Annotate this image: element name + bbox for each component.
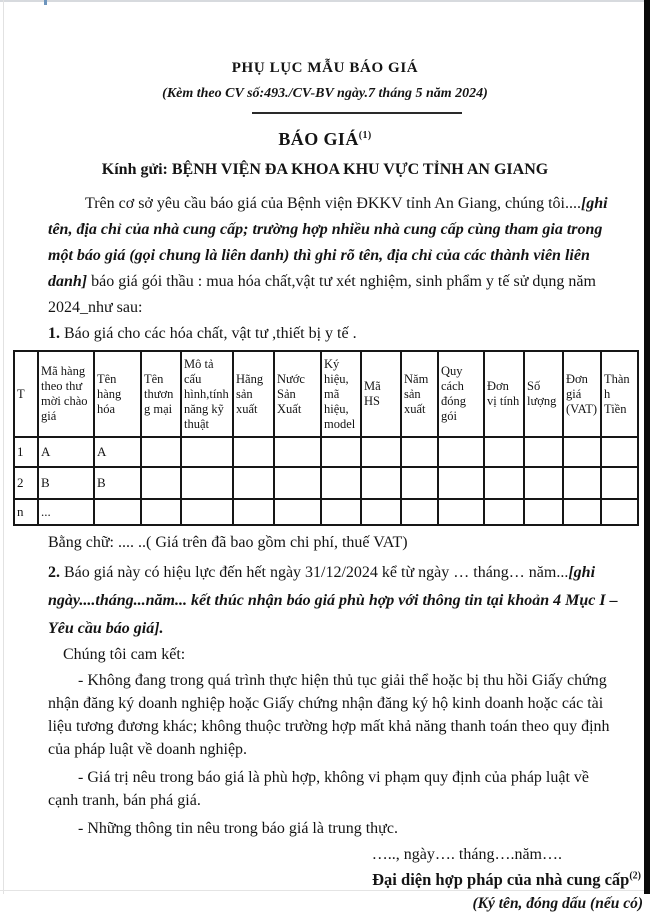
cell-empty [601,437,638,467]
col-header-ma-hs: Mã HS [361,351,401,437]
commitment-intro: Chúng tôi cam kết: [63,646,186,663]
cell-empty [563,437,601,467]
cell-empty [181,437,233,467]
cell-empty [524,499,563,525]
document-header [0,58,650,180]
col-header-ten-thuong-mai: Tên thương mại [141,351,181,437]
cell-ten-hang-hoa: B [94,467,141,499]
cell-empty [233,437,274,467]
col-header-mo-ta: Mô tả cấu hình,tính năng kỹ thuật [181,351,233,437]
intro-placeholder-italic: [ghi tên, địa chỉ của nhà cung cấp; trường hợp nhiều nhà cung cấp cùng tham gia trong một báo giá (gọi chung là liên danh) thì ghi rõ tên, địa chỉ của các thành viên liên danh] [48,195,608,290]
scan-edge-right [644,0,650,894]
cell-empty [438,437,484,467]
cell-empty [274,467,321,499]
cell-stt: n [14,499,38,525]
col-header-stt: T [14,351,38,437]
col-header-thanh-tien: Thành Tiền [601,351,638,437]
cell-empty [361,437,401,467]
cell-empty [601,467,638,499]
table-row [14,437,638,467]
amount-in-words-line: Bằng chữ: .... ..( Giá trên đã bao gồm chi phí, thuế VAT) [48,534,408,551]
section-1-number: 1. [48,325,60,342]
commitment-item-3: - Những thông tin nêu trong báo giá là trung thực. [78,820,398,837]
cell-ten-hang-hoa: A [94,437,141,467]
col-header-don-vi-tinh: Đơn vị tính [484,351,524,437]
cell-ma-hang: A [38,437,94,467]
cell-empty [141,437,181,467]
cell-empty [524,437,563,467]
cell-empty [484,499,524,525]
cell-empty [438,499,484,525]
signer-title-text: Đại diện hợp pháp của nhà cung cấp [372,870,630,889]
cell-empty [141,467,181,499]
cell-empty [233,499,274,525]
section-1-text: Báo giá cho các hóa chất, vật tư ,thiết bị y tế . [60,325,357,342]
col-header-ma-hang: Mã hàng theo thư mời chào giá [38,351,94,437]
cell-empty [563,467,601,499]
section-2-placeholder-italic: [ghi ngày....tháng...năm... kết thúc nhận báo giá phù hợp với thông tin tại khoản 4 Mục I – Yêu cầu báo giá]. [48,564,618,637]
cell-empty [233,467,274,499]
col-header-nam-san-xuat: Năm sản xuất [401,351,438,437]
commitment-item-1: - Không đang trong quá trình thực hiện thủ tục giải thể hoặc bị thu hồi Giấy chứng nhận đăng ký doanh nghiệp hoặc Giấy chứng nhận đăng ký hộ kinh doanh hoặc các tài liệu tương đương khác; không thuộc trường hợp mất khả năng thanh toán theo quy định của pháp luật về doanh nghiệp. [48,672,610,758]
cell-ma-hang: ... [38,499,94,525]
sign-instruction-note: (Ký tên, đóng dấu (nếu có) [472,895,643,912]
recipient-line: Kính gửi: BỆNH VIỆN ĐA KHOA KHU VỰC TỈNH AN GIANG [101,161,549,178]
section-2-text: Báo giá này có hiệu lực đến hết ngày 31/12/2024 kể từ ngày … tháng… năm... [60,564,569,581]
cell-empty [181,499,233,525]
col-header-don-gia-vat: Đơn giá (VAT) [563,351,601,437]
header-divider [252,112,462,114]
cell-ma-hang: B [38,467,94,499]
table-row [14,467,638,499]
cell-empty [361,467,401,499]
intro-text-1: Trên cơ sở yêu cầu báo giá của Bệnh viện ĐKKV tỉnh An Giang, chúng tôi.... [85,195,581,212]
cell-empty [401,437,438,467]
table-header-row [14,351,638,437]
signer-title-footnote: (2) [629,870,641,882]
document-title-footnote: (1) [358,130,372,141]
cell-empty [321,467,361,499]
cell-empty [438,467,484,499]
intro-text-2: báo giá gói thầu : mua hóa chất,vật tư xét nghiệm, sinh phẩm y tế sử dụng năm 2024_như sau: [48,273,596,316]
attachment-note: (Kèm theo CV số:493./CV-BV ngày.7 tháng 5 năm 2024) [162,86,488,101]
section-2-number: 2. [48,564,60,581]
cell-empty [524,467,563,499]
col-header-hang-san-xuat: Hãng sản xuất [233,351,274,437]
col-header-quy-cach: Quy cách đóng gói [438,351,484,437]
cell-empty [321,437,361,467]
cell-empty [401,499,438,525]
col-header-so-luong: Số lượng [524,351,563,437]
col-header-ten-hang-hoa: Tên hàng hóa [94,351,141,437]
signature-block [0,845,650,914]
signature-date-line: ….., ngày…. tháng….năm…. [371,846,562,863]
cell-empty [141,499,181,525]
col-header-nuoc-san-xuat: Nước Sản Xuất [274,351,321,437]
appendix-title: PHỤ LỤC MẪU BÁO GIÁ [231,60,419,76]
cell-empty [563,499,601,525]
section-2-paragraph [48,559,622,643]
cell-stt: 2 [14,467,38,499]
cell-empty [601,499,638,525]
intro-paragraph [48,191,622,321]
cell-empty [274,437,321,467]
commitment-item-2: - Giá trị nêu trong báo giá là phù hợp, không vi phạm quy định của pháp luật về cạnh tranh, bán phá giá. [48,769,590,809]
cell-stt: 1 [14,437,38,467]
section-1-line [48,322,622,345]
document-title-text: BÁO GIÁ [278,129,359,149]
cell-empty [321,499,361,525]
col-header-ky-hieu-model: Ký hiệu, mã hiệu,model [321,351,361,437]
signer-title [0,869,641,891]
document-title [0,127,650,151]
table-row [14,499,638,525]
cell-empty [484,467,524,499]
cell-empty [94,499,141,525]
cell-empty [484,437,524,467]
cell-empty [361,499,401,525]
cell-empty [274,499,321,525]
cell-empty [401,467,438,499]
quotation-table [13,350,639,526]
cell-empty [181,467,233,499]
